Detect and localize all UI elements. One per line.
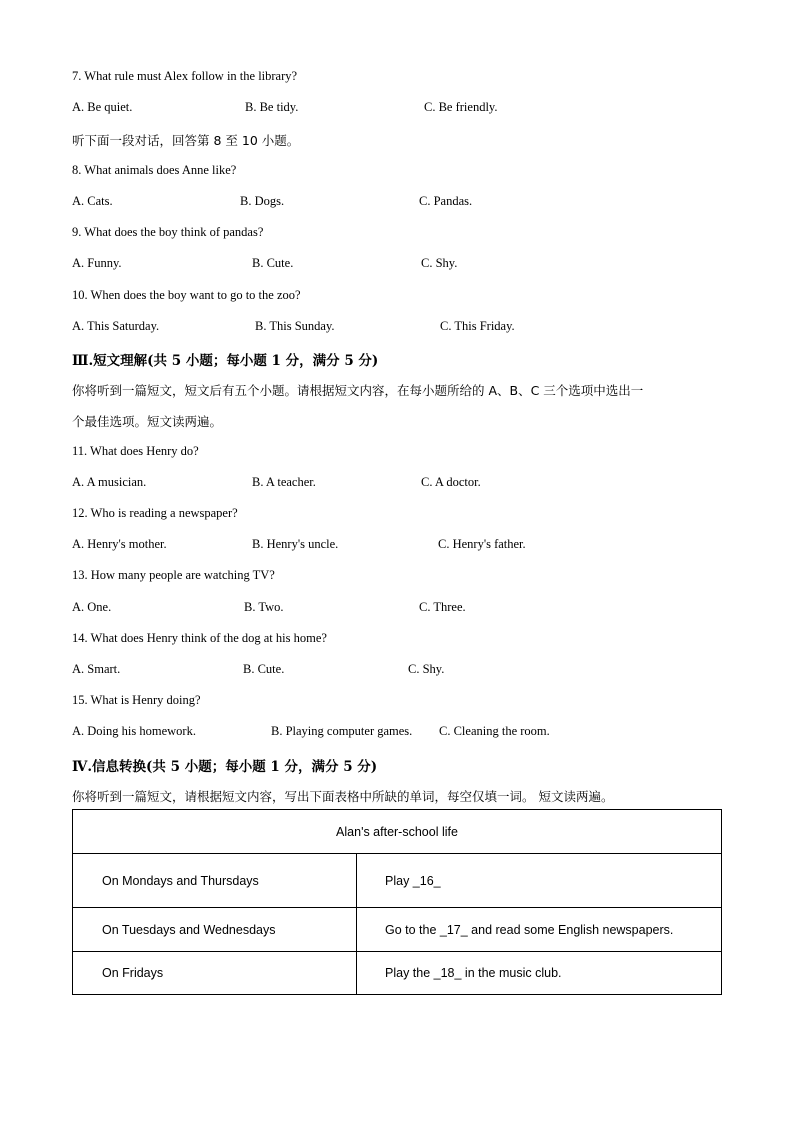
option-15b: B. Playing computer games. — [271, 724, 413, 738]
info-table — [72, 809, 722, 995]
option-10a: A. This Saturday. — [72, 319, 160, 333]
option-7b: B. Be tidy. — [245, 100, 299, 114]
option-12c: C. Henry's father. — [438, 537, 526, 551]
option-9c: C. Shy. — [421, 256, 458, 270]
question-13: 13. How many people are watching TV? — [72, 568, 275, 582]
option-7a: A. Be quiet. — [72, 100, 133, 114]
table-header: Alan's after-school life — [73, 810, 722, 854]
table-cell-activity: Play the _18_ in the music club. — [357, 952, 722, 995]
question-8: 8. What animals does Anne like? — [72, 163, 237, 177]
question-7: 7. What rule must Alex follow in the library? — [72, 69, 298, 83]
table-cell-activity: Go to the _17_ and read some English newspapers. — [357, 908, 722, 952]
table-row — [73, 952, 722, 995]
option-14c: C. Shy. — [408, 662, 445, 676]
question-14: 14. What does Henry think of the dog at his home? — [72, 631, 327, 645]
option-10b: B. This Sunday. — [255, 319, 335, 333]
question-15: 15. What is Henry doing? — [72, 693, 201, 707]
option-13a: A. One. — [72, 600, 112, 614]
option-11c: C. A doctor. — [421, 475, 481, 489]
section-3-instruction-line1: 你将听到一篇短文，短文后有五个小题。请根据短文内容，在每小题所给的 A、B、C 三个选项中选出一 — [72, 383, 644, 398]
table-cell-day: On Tuesdays and Wednesdays — [73, 908, 357, 952]
question-12: 12. Who is reading a newspaper? — [72, 506, 238, 520]
instruction-8-10: 听下面一段对话，回答第 8 至 10 小题。 — [72, 133, 300, 148]
option-9b: B. Cute. — [252, 256, 294, 270]
option-14a: A. Smart. — [72, 662, 121, 676]
option-12a: A. Henry's mother. — [72, 537, 167, 551]
question-11: 11. What does Henry do? — [72, 444, 199, 458]
section-3-title: Ⅲ.短文理解(共 5 小题；每小题 1 分，满分 5 分) — [72, 353, 379, 369]
option-8a: A. Cats. — [72, 194, 113, 208]
option-8b: B. Dogs. — [240, 194, 285, 208]
option-13c: C. Three. — [419, 600, 466, 614]
option-11a: A. A musician. — [72, 475, 147, 489]
section-3-instruction-line2: 个最佳选项。短文读两遍。 — [72, 414, 223, 429]
option-15a: A. Doing his homework. — [72, 724, 196, 738]
option-10c: C. This Friday. — [440, 319, 515, 333]
option-11b: B. A teacher. — [252, 475, 316, 489]
option-12b: B. Henry's uncle. — [252, 537, 339, 551]
option-15c: C. Cleaning the room. — [439, 724, 550, 738]
table-cell-activity: Play _16_ — [357, 854, 722, 908]
section-4-title: Ⅳ.信息转换(共 5 小题；每小题 1 分，满分 5 分) — [72, 759, 378, 775]
question-9: 9. What does the boy think of pandas? — [72, 225, 264, 239]
option-13b: B. Two. — [244, 600, 284, 614]
section-4-instruction: 你将听到一篇短文，请根据短文内容，写出下面表格中所缺的单词，每空仅填一词。 短文读两遍。 — [72, 789, 614, 804]
option-8c: C. Pandas. — [419, 194, 473, 208]
table-cell-day: On Fridays — [73, 952, 357, 995]
question-10: 10. When does the boy want to go to the zoo? — [72, 288, 301, 302]
table-row — [73, 908, 722, 952]
table-row — [73, 854, 722, 908]
table-cell-day: On Mondays and Thursdays — [73, 854, 357, 908]
option-14b: B. Cute. — [243, 662, 285, 676]
option-9a: A. Funny. — [72, 256, 122, 270]
option-7c: C. Be friendly. — [424, 100, 498, 114]
